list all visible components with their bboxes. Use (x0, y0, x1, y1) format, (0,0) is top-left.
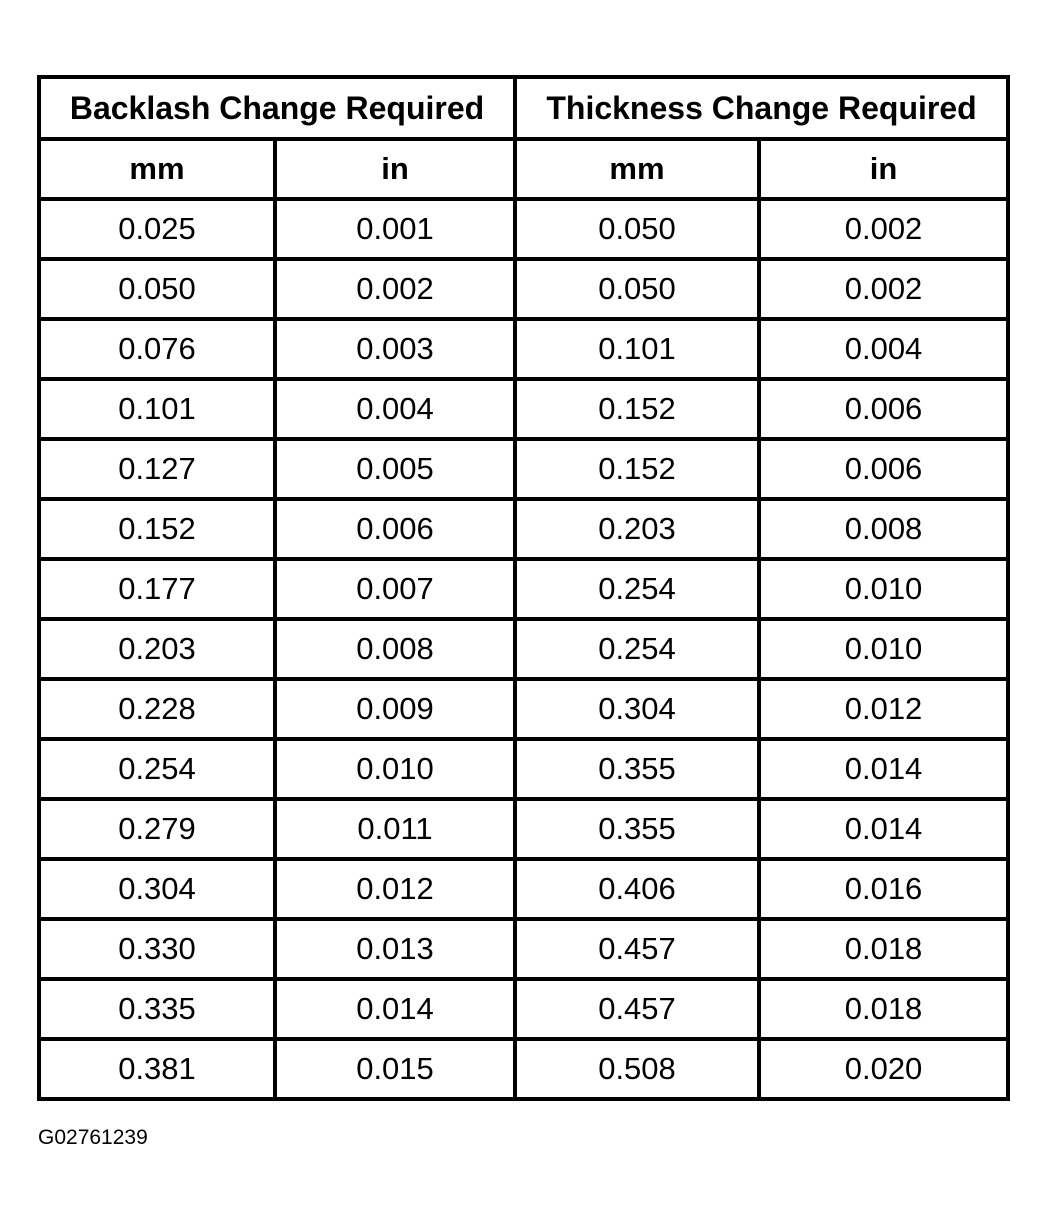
backlash-in-cell: 0.004 (275, 379, 515, 439)
thickness-mm-cell: 0.355 (515, 739, 759, 799)
backlash-mm-cell: 0.228 (39, 679, 275, 739)
thickness-mm-cell: 0.254 (515, 619, 759, 679)
thickness-mm-cell: 0.254 (515, 559, 759, 619)
thickness-change-header: Thickness Change Required (515, 77, 1008, 139)
thickness-mm-cell: 0.457 (515, 919, 759, 979)
thickness-in-header: in (759, 139, 1008, 199)
table-row (39, 379, 1008, 439)
unit-header-row (39, 139, 1008, 199)
backlash-mm-cell: 0.076 (39, 319, 275, 379)
backlash-mm-cell: 0.254 (39, 739, 275, 799)
table-row (39, 1039, 1008, 1099)
table-row (39, 619, 1008, 679)
thickness-in-cell: 0.002 (759, 259, 1008, 319)
figure-id-label: G02761239 (38, 1126, 148, 1149)
table-row (39, 559, 1008, 619)
thickness-in-cell: 0.004 (759, 319, 1008, 379)
backlash-in-cell: 0.003 (275, 319, 515, 379)
backlash-mm-cell: 0.279 (39, 799, 275, 859)
thickness-in-cell: 0.010 (759, 559, 1008, 619)
backlash-mm-cell: 0.050 (39, 259, 275, 319)
backlash-mm-cell: 0.152 (39, 499, 275, 559)
thickness-in-cell: 0.010 (759, 619, 1008, 679)
thickness-mm-cell: 0.203 (515, 499, 759, 559)
backlash-mm-cell: 0.025 (39, 199, 275, 259)
backlash-thickness-table (37, 75, 1010, 1101)
thickness-mm-cell: 0.152 (515, 379, 759, 439)
backlash-mm-cell: 0.330 (39, 919, 275, 979)
backlash-mm-cell: 0.127 (39, 439, 275, 499)
table-row (39, 679, 1008, 739)
thickness-mm-header: mm (515, 139, 759, 199)
thickness-mm-cell: 0.355 (515, 799, 759, 859)
backlash-mm-cell: 0.335 (39, 979, 275, 1039)
thickness-mm-cell: 0.050 (515, 259, 759, 319)
thickness-mm-cell: 0.050 (515, 199, 759, 259)
backlash-mm-cell: 0.203 (39, 619, 275, 679)
thickness-in-cell: 0.002 (759, 199, 1008, 259)
backlash-in-cell: 0.005 (275, 439, 515, 499)
thickness-in-cell: 0.014 (759, 799, 1008, 859)
backlash-in-header: in (275, 139, 515, 199)
backlash-in-cell: 0.015 (275, 1039, 515, 1099)
table-row (39, 319, 1008, 379)
thickness-in-cell: 0.016 (759, 859, 1008, 919)
backlash-mm-header: mm (39, 139, 275, 199)
thickness-mm-cell: 0.457 (515, 979, 759, 1039)
backlash-in-cell: 0.013 (275, 919, 515, 979)
table-row (39, 739, 1008, 799)
thickness-in-cell: 0.012 (759, 679, 1008, 739)
thickness-mm-cell: 0.508 (515, 1039, 759, 1099)
thickness-in-cell: 0.018 (759, 919, 1008, 979)
backlash-in-cell: 0.012 (275, 859, 515, 919)
backlash-mm-cell: 0.101 (39, 379, 275, 439)
table-row (39, 259, 1008, 319)
backlash-in-cell: 0.007 (275, 559, 515, 619)
thickness-in-cell: 0.018 (759, 979, 1008, 1039)
thickness-in-cell: 0.006 (759, 439, 1008, 499)
table-row (39, 979, 1008, 1039)
backlash-mm-cell: 0.177 (39, 559, 275, 619)
table-body (39, 199, 1008, 1099)
table-row (39, 799, 1008, 859)
table-row (39, 199, 1008, 259)
group-header-row (39, 77, 1008, 139)
table-row (39, 919, 1008, 979)
thickness-mm-cell: 0.406 (515, 859, 759, 919)
thickness-in-cell: 0.020 (759, 1039, 1008, 1099)
thickness-mm-cell: 0.101 (515, 319, 759, 379)
thickness-mm-cell: 0.304 (515, 679, 759, 739)
table-row (39, 439, 1008, 499)
backlash-mm-cell: 0.304 (39, 859, 275, 919)
thickness-in-cell: 0.008 (759, 499, 1008, 559)
backlash-in-cell: 0.014 (275, 979, 515, 1039)
thickness-in-cell: 0.006 (759, 379, 1008, 439)
backlash-in-cell: 0.010 (275, 739, 515, 799)
backlash-in-cell: 0.011 (275, 799, 515, 859)
backlash-mm-cell: 0.381 (39, 1039, 275, 1099)
backlash-in-cell: 0.006 (275, 499, 515, 559)
backlash-in-cell: 0.009 (275, 679, 515, 739)
backlash-in-cell: 0.008 (275, 619, 515, 679)
thickness-in-cell: 0.014 (759, 739, 1008, 799)
table-row (39, 859, 1008, 919)
table-row (39, 499, 1008, 559)
backlash-in-cell: 0.001 (275, 199, 515, 259)
backlash-in-cell: 0.002 (275, 259, 515, 319)
thickness-mm-cell: 0.152 (515, 439, 759, 499)
backlash-change-header: Backlash Change Required (39, 77, 515, 139)
